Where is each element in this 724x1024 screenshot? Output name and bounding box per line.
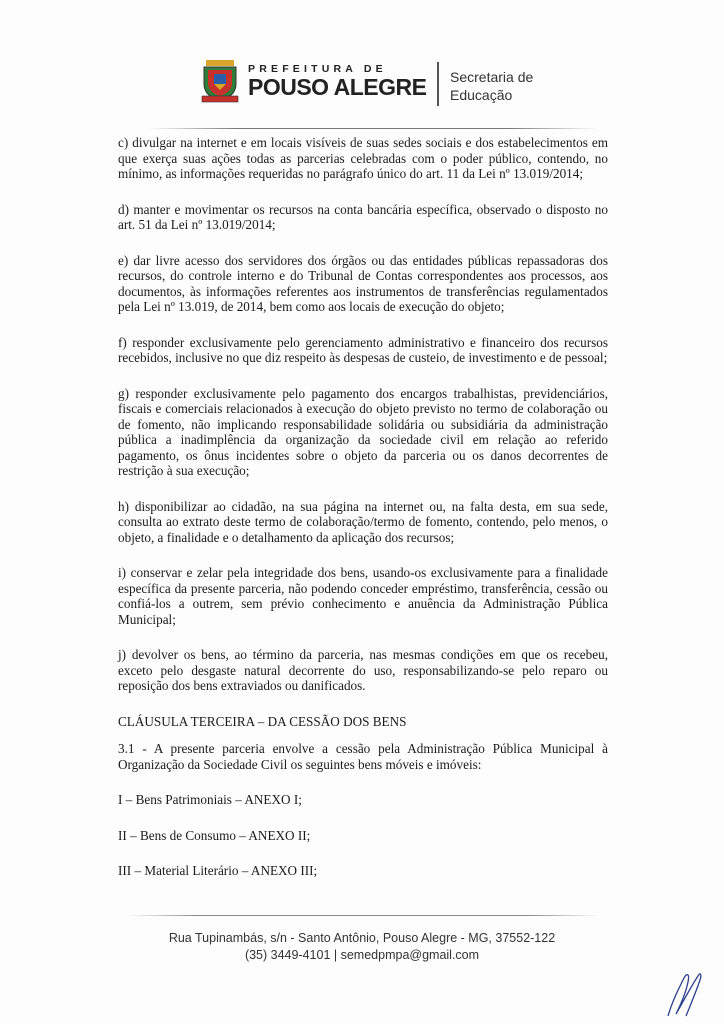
paragraph-c: c) divulgar na internet e em locais visíveis de suas sedes sociais e dos estabelecimentos em que exerça suas ações todas as parcerias celebradas com o poder público, contendo, no mínimo, as informações requeridas no parágrafo único do art. 11 da Lei nº 13.019/2014; [118, 135, 608, 181]
brand-top: PREFEITURA DE [248, 63, 387, 75]
department-line1: Secretaria de [450, 69, 534, 85]
paragraph-h: h) disponibilizar ao cidadão, na sua página na internet ou, na falta desta, em sua sede, consulta ao extrato deste termo de colaboração/termo de fomento, contendo, pelo menos, o objeto, a finalidade e o detalhamento da aplicação dos recursos; [118, 498, 608, 545]
footer-contact: (35) 3449-4101 | semedpmpa@gmail.com [244, 948, 480, 962]
paragraph-i: i) conservar e zelar pela integridade dos bens, usando-os exclusivamente para a finalidade específica da presente parceria, não podendo conceder empréstimo, transferência, cessão ou confiá-los a outrem, sem prévio conhecimento e anuência da Administração Pública Municipal; [118, 565, 608, 627]
clause-heading: CLÁUSULA TERCEIRA – DA CESSÃO DOS BENS [118, 713, 407, 729]
annex-item: III – Material Literário – ANEXO III; [118, 863, 318, 878]
document-body [118, 135, 608, 899]
brand-main: POUSO ALEGRE [248, 74, 427, 100]
annex-item: I – Bens Patrimoniais – ANEXO I; [118, 792, 302, 807]
department-name [450, 68, 533, 104]
paragraph-e: e) dar livre acesso dos servidores dos órgãos ou das entidades públicas repassadoras dos recursos, do controle interno e do Tribunal de Contas correspondentes aos processos, aos documentos, às informações referentes aos instrumentos de transferências regulamentados pela Lei nº 13.019, de 2014, bem como aos locais de execução do objeto; [118, 252, 608, 314]
paragraph-d: d) manter e movimentar os recursos na conta bancária específica, observado o disposto no art. 51 da Lei nº 13.019/2014; [118, 201, 608, 232]
department-line2: Educação [450, 87, 513, 103]
footer-rule [128, 915, 598, 916]
footer-address: Rua Tupinambás, s/n - Santo Antônio, Pouso Alegre - MG, 37552-122 [168, 931, 556, 945]
letterhead [200, 60, 560, 116]
clause-text: 3.1 - A presente parceria envolve a cessão pela Administração Pública Municipal à Organização da Sociedade Civil os seguintes bens móveis e imóveis: [118, 741, 608, 772]
paragraph-g: g) responder exclusivamente pelo pagamento dos encargos trabalhistas, previdenciários, fiscais e comerciais relacionados à execução do objeto previsto no termo de colaboração ou de fomento, não implicando responsabilidade solidária ou subsidiária da administração pública a inadimplência da organização da sociedade civil em relação ao referido pagamento, os ônus incidentes sobre o objeto da parceria ou os danos decorrentes de restrição à sua execução; [118, 385, 608, 478]
signature-mark [660, 968, 706, 1020]
header-rule [148, 128, 598, 129]
paragraph-j: j) devolver os bens, ao término da parceria, nas mesmas condições em que os recebeu, exceto pelo desgaste natural decorrente do uso, responsabilizando-se pelo reparo ou reposição dos bens extraviados ou danificados. [118, 647, 608, 693]
paragraph-f: f) responder exclusivamente pelo gerenciamento administrativo e financeiro dos recursos recebidos, inclusive no que diz respeito às despesas de custeio, de investimento e de pessoal; [118, 334, 608, 365]
header-divider [437, 62, 439, 106]
annex-item: II – Bens de Consumo – ANEXO II; [118, 827, 311, 843]
footer [100, 930, 624, 964]
brand-block [248, 63, 426, 99]
coat-of-arms-icon [200, 60, 240, 104]
